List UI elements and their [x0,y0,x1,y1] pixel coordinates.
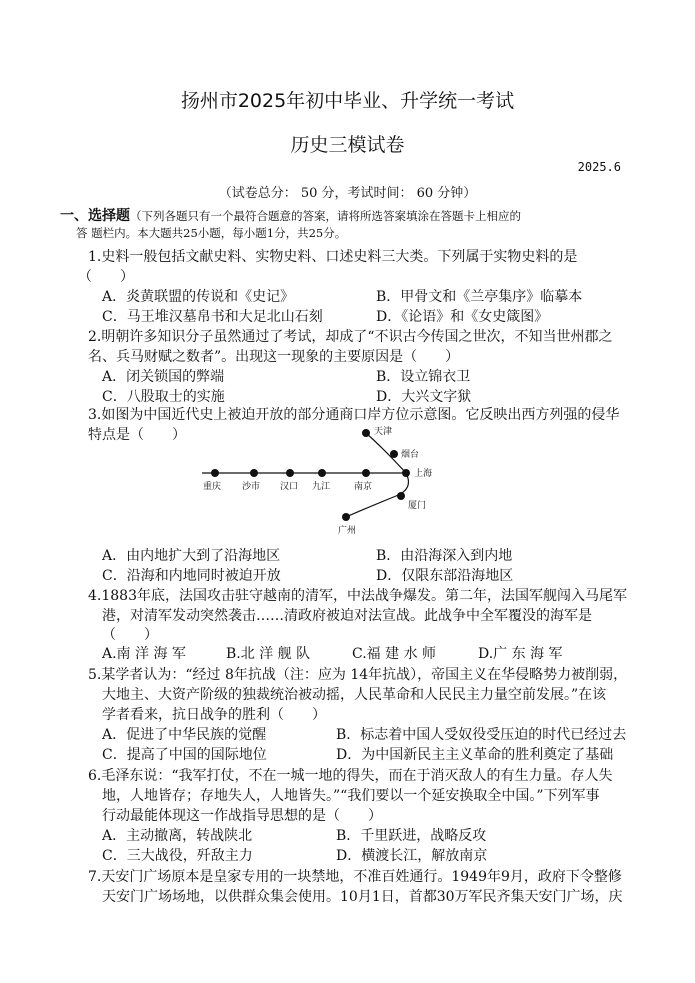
q3-stem-1: 3.如图为中国近代史上被迫开放的部分通商口岸方位示意图。它反映出西方列强的侵华 [88,407,620,423]
q5-option-a: A．促进了中华民族的觉醒 [102,727,267,743]
q2-stem-1: 2.明朝许多知识分子虽然通过了考试，却成了“不识古今传国之世次，不知当世州郡之 [88,329,613,345]
q2-option-c: C．八股取士的实施 [102,389,225,405]
q3-option-c: C．沿海和内地同时被迫开放 [102,568,281,584]
q4-option-d: D.广 东 海 军 [478,646,563,662]
q6-option-d: D．横渡长江，解放南京 [336,848,488,864]
q5-stem-3: 学者看来，抗日战争的胜利（ ） [102,707,326,723]
q2-option-d: D．大兴文字狱 [376,389,472,405]
q1-option-a: A．炎黄联盟的传说和《史记》 [102,289,295,305]
label-hankou: 汉口 [280,482,299,492]
q4-stem-1: 4.1883年底，法国攻击驻守越南的清军，中法战争爆发。第二年，法国军舰闯入马尾军 [88,588,627,604]
port-dot-tianjin [362,429,370,437]
port-dot-shanghai [402,469,410,477]
exam-date: 2025.6 [577,160,621,174]
label-yantai: 烟台 [401,450,420,460]
q6-stem-2: 地，人地皆存；存地失人，人地皆失。”“我们要以一个延安换取全中国。”下列军事 [102,788,600,804]
q6-stem-1: 6.毛泽东说：“我军打仗，不在一城一地的得失，而在于消灭敌人的有生力量。存人失 [88,768,613,784]
exam-subtitle: 历史三模试卷 [290,134,405,156]
q1-stem-2: （ ） [78,269,134,285]
q4-option-c: C.福 建 水 师 [352,646,437,662]
label-shanghai: 上海 [414,469,433,479]
q7-stem-1: 7.天安门广场原本是皇家专用的一块禁地，不准百姓通行。1949年9月，政府下令整修 [88,869,622,885]
q5-option-b: B．标志着中国人受奴役受压迫的时代已经过去 [336,727,627,743]
treaty-ports-map [196,421,446,541]
port-dot-nanjing [362,469,370,477]
q1-option-d: D．《论语》和《女史箴图》 [376,309,549,325]
q5-option-d: D．为中国新民主主义革命的胜利奠定了基础 [336,747,614,763]
section-note-2: 答 题栏内。本大题共25小题，每小题1分，共25分。 [76,226,347,240]
q6-option-b: B．千里跃进，战略反攻 [336,828,487,844]
label-guangzhou: 广州 [338,526,357,536]
exam-meta: （试卷总分： 50 分，考试时间： 60 分钟） [218,186,477,201]
port-dot-jiujiang [318,469,326,477]
q1-option-b: B．甲骨文和《兰亭集序》临摹本 [376,289,583,305]
exam-title: 扬州市2025年初中毕业、升学统一考试 [180,90,515,112]
q4-stem-2: 港，对清军发动突然袭击……清政府被迫对法宣战。此战争中全军覆没的海军是 [102,608,592,624]
port-dot-guangzhou [342,513,350,521]
label-jiujiang: 九江 [312,482,331,492]
q2-option-b: B．设立锦衣卫 [376,369,471,385]
q1-option-c: C．马王堆汉墓帛书和大足北山石刻 [102,309,323,325]
section-heading-line [60,205,521,225]
port-dot-yantai [390,450,398,458]
q3-option-d: D．仅限东部沿海地区 [376,568,514,584]
q3-stem-2: 特点是（ ） [88,427,186,443]
q3-option-a: A．由内地扩大到了沿海地区 [102,548,281,564]
label-xiamen: 厦门 [408,501,427,511]
q5-option-c: C．提高了中国的国际地位 [102,747,267,763]
q6-option-a: A．主动撤离，转战陕北 [102,828,253,844]
q4-option-a: A.南 洋 海 军 [102,646,186,662]
port-dot-xiamen [397,492,405,500]
section-heading: 一、选择题 [60,208,130,224]
label-shashi: 沙市 [242,482,261,492]
q6-stem-3: 行动最能体现这一作战指导思想的是（ ） [102,808,382,824]
section-note-1: （下列各题只有一个最符合题意的答案，请将所选答案填涂在答题卡上相应的 [130,209,521,223]
q1-stem-1: 1.史料一般包括文献史料、实物史料、口述史料三大类。下列属于实物史料的是 [88,249,578,265]
q5-stem-2: 大地主、大资产阶级的独裁统治被动摇，人民革命和人民民主力量空前发展。”在该 [102,687,607,703]
q2-option-a: A．闭关锁国的弊端 [102,369,225,385]
port-dot-shashi [250,469,258,477]
q5-stem-1: 5.某学者认为：“经过 8年抗战（注：应为 14年抗战），帝国主义在华侵略势力被削弱， [88,667,628,683]
label-nanjing: 南京 [354,482,373,492]
q4-option-b: B.北 洋 舰 队 [226,646,311,662]
q4-stem-3: （ ） [102,627,158,643]
q3-option-b: B．由沿海深入到内地 [376,548,513,564]
q7-stem-2: 天安门广场场地，以供群众集会使用。10月1日，首都30万军民齐集天安门广场，庆 [102,889,623,905]
port-dot-hankou [286,469,294,477]
north-coast-line [366,433,406,473]
q6-option-c: C．三大战役，歼敌主力 [102,848,253,864]
q2-stem-2: 名、兵马财赋之数者”。出现这一现象的主要原因是（ ） [88,349,460,365]
label-chongqing: 重庆 [203,482,222,492]
port-dot-chongqing [211,469,219,477]
label-tianjin: 天津 [374,427,393,437]
